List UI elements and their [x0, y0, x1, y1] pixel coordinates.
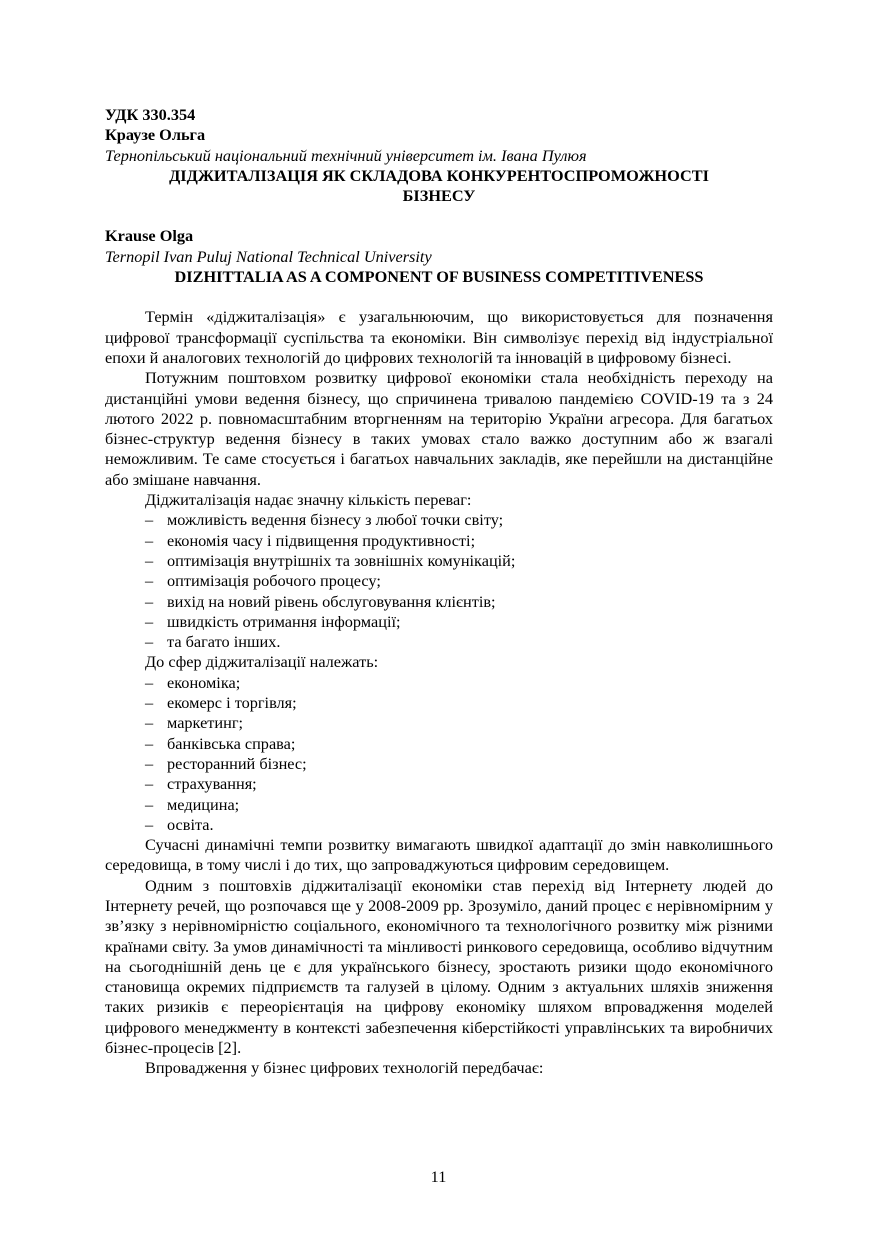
- dash-marker: –: [145, 632, 154, 652]
- list-item: – медицина;: [145, 794, 240, 814]
- list-item: – та багато інших.: [145, 632, 281, 652]
- list-item: – оптимізація робочого процесу;: [145, 571, 381, 591]
- udk-code: УДК 330.354: [105, 105, 196, 124]
- paragraph-3: Сучасні динамічні темпи розвитку вимагають швидкої адаптації до змін навколишнього середовища, в тому числі і до тих, що запроваджуються цифровим середовищем.: [105, 835, 773, 875]
- paragraph-5: Впровадження у бізнес цифрових технологій передбачає:: [145, 1058, 544, 1078]
- dash-marker: –: [145, 693, 154, 713]
- dash-marker: –: [145, 753, 154, 773]
- dash-marker: –: [145, 510, 154, 530]
- paragraph-2: Потужним поштовхом розвитку цифрової економіки стала необхідність переходу на дистанційні умови ведення бізнесу, що спричинена тривалою пандемією COVID-19 та з 24 лютого 2022 р. повномасштабним вторгненням на територію України агресора. Для багатьох бізнес-структур ведення бізнесу в таких умовах стало важко доступним або ж взагалі неможливим. Те саме стосується і багатьох навчальних закладів, яке перейшли на дистанційне або змішане навчання.: [105, 368, 773, 489]
- title-en: DIZHITTALIA AS A COMPONENT OF BUSINESS COMPETITIVENESS: [174, 267, 704, 287]
- dash-marker: –: [145, 713, 154, 733]
- paragraph-1: Термін «діджиталізація» є узагальнюючим, що використовується для позначення цифрової трансформації суспільства та економіки. Він символізує перехід від індустріальної епохи й аналогових технологій до цифрових технологій та інновацій в цифровому бізнесі.: [105, 307, 773, 367]
- list-item: – банківська справа;: [145, 733, 296, 753]
- list-item: – економіка;: [145, 672, 241, 692]
- paragraph-4: Одним з поштовхів діджиталізації економіки став перехід від Інтернету людей до Інтернету речей, що розпочався ще у 2008-2009 рр. Зрозуміло, даний процес є нерівномірним у зв’язку з нерівномірністю соціального, економічного та технологічного розвитку між різними країнами світу. За умов динамічності та мінливості ринкового середовища, особливо відчутним на сьогоднішній день це є для українського бізнесу, зростають ризики щодо економічного становища окремих підприємств та галузей в цілому. Одним з актуальних шляхів зниження таких ризиків є переорієнтація на цифрову економіку шляхом впровадження моделей цифрового менеджменту в контексті забезпечення кіберстійкості управлінських та виробничих бізнес-процесів [2].: [105, 875, 773, 1058]
- author-en: Krause Olga: [105, 226, 194, 246]
- spheres-intro: До сфер діджиталізації належать:: [145, 652, 379, 672]
- list-item: – оптимізація внутрішніх та зовнішніх комунікацій;: [145, 550, 516, 570]
- affiliation-ua: Тернопільський національний технічний університет ім. Івана Пулюя: [105, 145, 587, 165]
- dash-marker: –: [145, 591, 154, 611]
- dash-marker: –: [145, 814, 154, 834]
- article-content: [105, 105, 773, 1079]
- dash-marker: –: [145, 550, 154, 570]
- dash-marker: –: [145, 733, 154, 753]
- list-item: – можливість ведення бізнесу з любої точки світу;: [145, 510, 504, 530]
- list-item: – вихід на новий рівень обслуговування клієнтів;: [145, 591, 496, 611]
- advantages-list: [105, 510, 773, 652]
- dash-marker: –: [145, 571, 154, 591]
- dash-marker: –: [145, 774, 154, 794]
- dash-marker: –: [145, 794, 154, 814]
- list-item: – швидкість отримання інформації;: [145, 611, 401, 631]
- title-ua: [105, 166, 773, 207]
- dash-marker: –: [145, 611, 154, 631]
- spacer: [105, 287, 773, 307]
- dash-marker: –: [145, 672, 154, 692]
- list-item: – ресторанний бізнес;: [145, 753, 307, 773]
- author-ua: Краузе Ольга: [105, 125, 206, 145]
- title-ua-line-1: ДІДЖИТАЛІЗАЦІЯ ЯК СКЛАДОВА КОНКУРЕНТОСПРОМОЖНОСТІ: [169, 165, 709, 185]
- dash-marker: –: [145, 530, 154, 550]
- title-ua-line-2: БІЗНЕСУ: [402, 186, 476, 206]
- list-item: – освіта.: [145, 814, 214, 834]
- list-item: – економія часу і підвищення продуктивності;: [145, 530, 476, 550]
- spacer: [105, 206, 773, 226]
- spheres-list: [105, 673, 773, 835]
- affiliation-en: Ternopil Ivan Puluj National Technical University: [105, 246, 432, 266]
- page-number: 11: [430, 1167, 447, 1186]
- list-item: – маркетинг;: [145, 713, 244, 733]
- advantages-intro: Діджиталізація надає значну кількість переваг:: [145, 490, 472, 510]
- list-item: – страхування;: [145, 774, 257, 794]
- list-item: – екомерс і торгівля;: [145, 693, 297, 713]
